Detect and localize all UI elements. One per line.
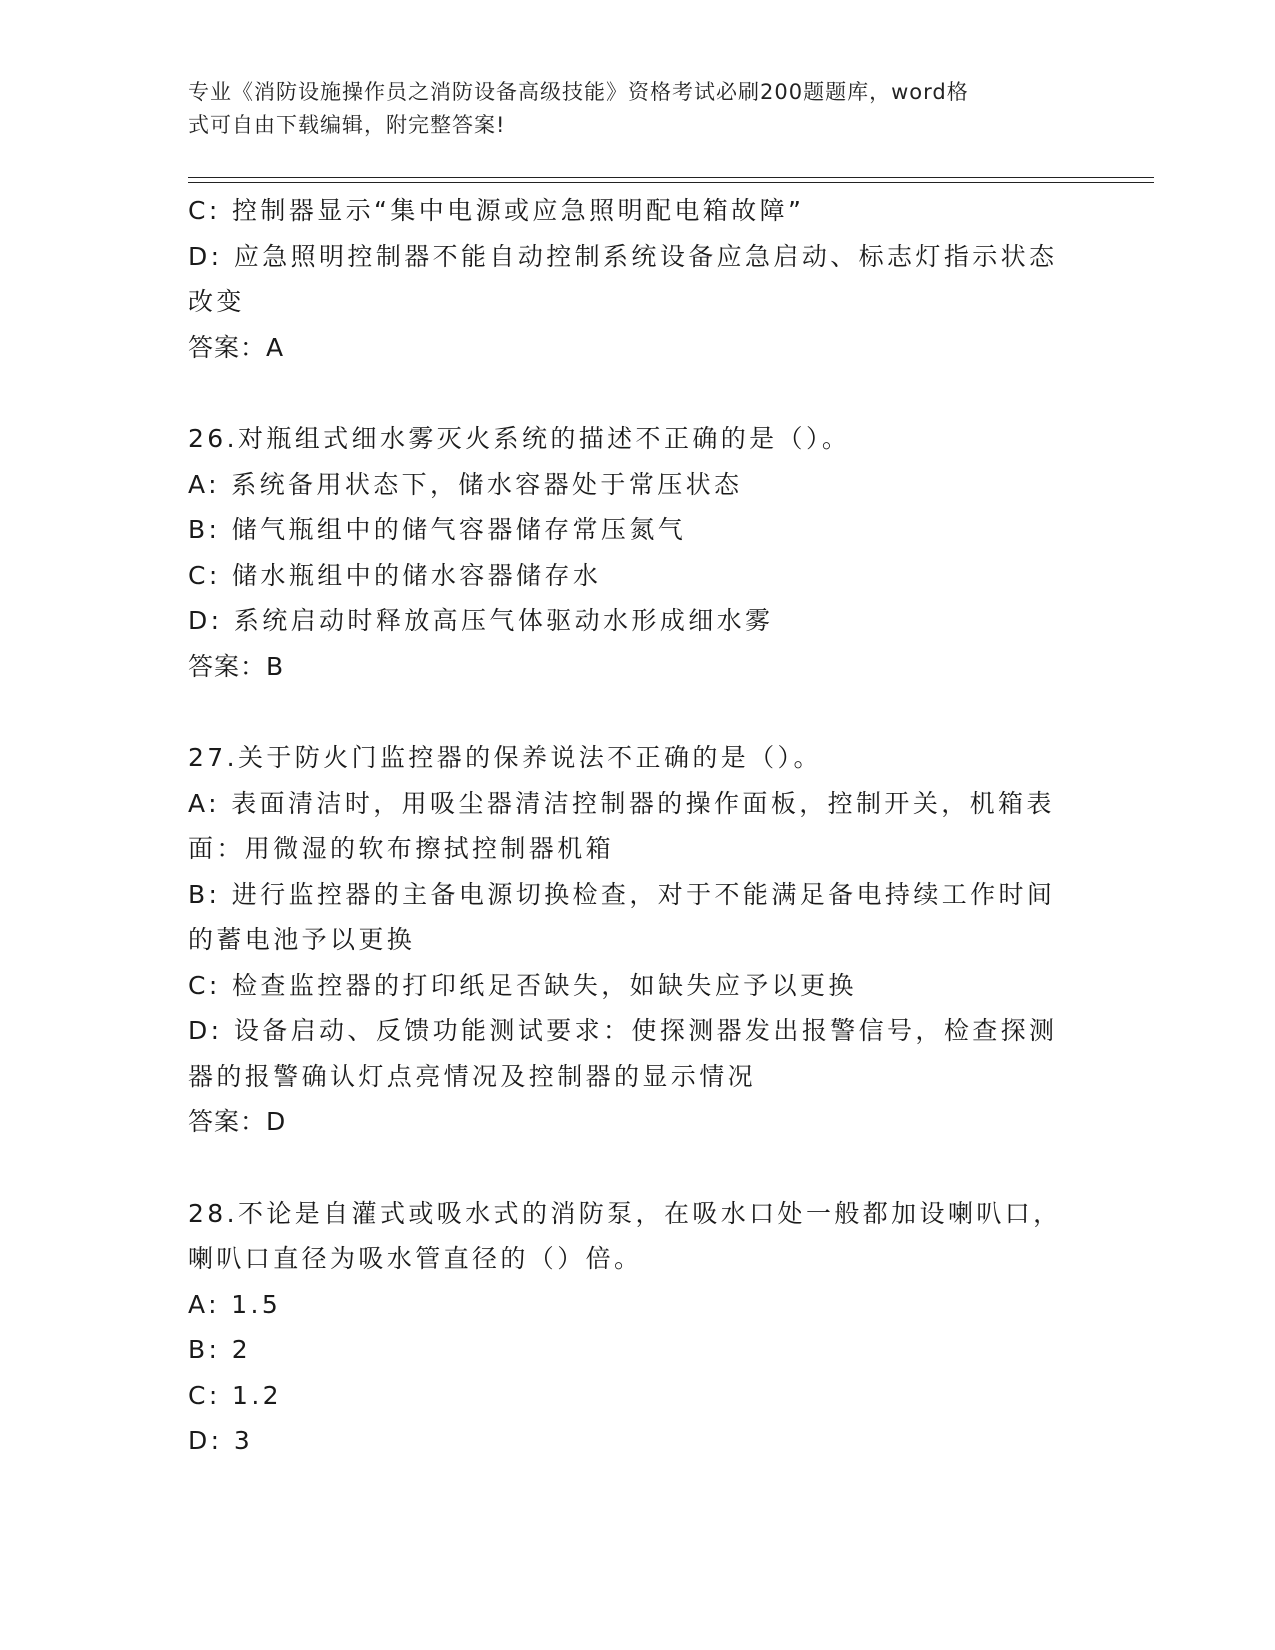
question-stem: 26.对瓶组式细水雾灭火系统的描述不正确的是（）。 <box>188 424 851 453</box>
answer: 答案：A <box>188 332 285 362</box>
spacer <box>188 689 1088 735</box>
spacer <box>188 1145 1088 1191</box>
option-a-line-2: 面：用微湿的软布擦拭控制器机箱 <box>188 834 615 863</box>
option-b-line-2: 的蓄电池予以更换 <box>188 925 416 954</box>
question-26 <box>188 416 1088 689</box>
question-stem-line-2: 喇叭口直径为吸水管直径的（）倍。 <box>188 1244 643 1273</box>
header-title-line-2: 式可自由下载编辑，附完整答案! <box>188 113 506 137</box>
option-b: B: 储气瓶组中的储气容器储存常压氮气 <box>188 515 687 544</box>
option-d-line-2: 改变 <box>188 287 245 316</box>
question-stem: 27.关于防火门监控器的保养说法不正确的是（）。 <box>188 743 822 772</box>
header-rule-top <box>188 177 1154 178</box>
option-b-line-1: B: 进行监控器的主备电源切换检查，对于不能满足备电持续工作时间 <box>188 879 1056 909</box>
question-28 <box>188 1191 1088 1464</box>
option-a: A: 1.5 <box>188 1289 282 1319</box>
document-header <box>188 76 1068 142</box>
question-25-tail <box>188 188 1088 370</box>
option-a: A: 系统备用状态下，储水容器处于常压状态 <box>188 469 743 499</box>
header-title-line-1: 专业《消防设施操作员之消防设备高级技能》资格考试必刷200题题库，word格 <box>188 80 969 104</box>
option-c: C: 检查监控器的打印纸足否缺失，如缺失应予以更换 <box>188 970 857 1000</box>
option-b: B: 2 <box>188 1335 252 1364</box>
question-content <box>188 188 1088 1464</box>
answer: 答案：D <box>188 1107 287 1136</box>
option-c: C: 1.2 <box>188 1380 282 1410</box>
answer: 答案：B <box>188 651 285 681</box>
header-rule-bottom <box>188 182 1154 183</box>
option-c: C: 控制器显示“集中电源或应急照明配电箱故障” <box>188 196 805 225</box>
option-d: D: 系统启动时释放高压气体驱动水形成细水雾 <box>188 606 774 635</box>
option-d: D: 3 <box>188 1426 254 1455</box>
option-d-line-2: 器的报警确认灯点亮情况及控制器的显示情况 <box>188 1061 757 1091</box>
spacer <box>188 370 1088 416</box>
option-a-line-1: A: 表面清洁时，用吸尘器清洁控制器的操作面板，控制开关，机箱表 <box>188 788 1055 818</box>
option-d-line-1: D: 应急照明控制器不能自动控制系统设备应急启动、标志灯指示状态 <box>188 241 1058 271</box>
question-27 <box>188 735 1088 1145</box>
option-c: C: 储水瓶组中的储水容器储存水 <box>188 560 602 590</box>
question-stem-line-1: 28.不论是自灌式或吸水式的消防泵，在吸水口处一般都加设喇叭口， <box>188 1198 1062 1228</box>
option-d-line-1: D: 设备启动、反馈功能测试要求：使探测器发出报警信号，检查探测 <box>188 1016 1058 1045</box>
